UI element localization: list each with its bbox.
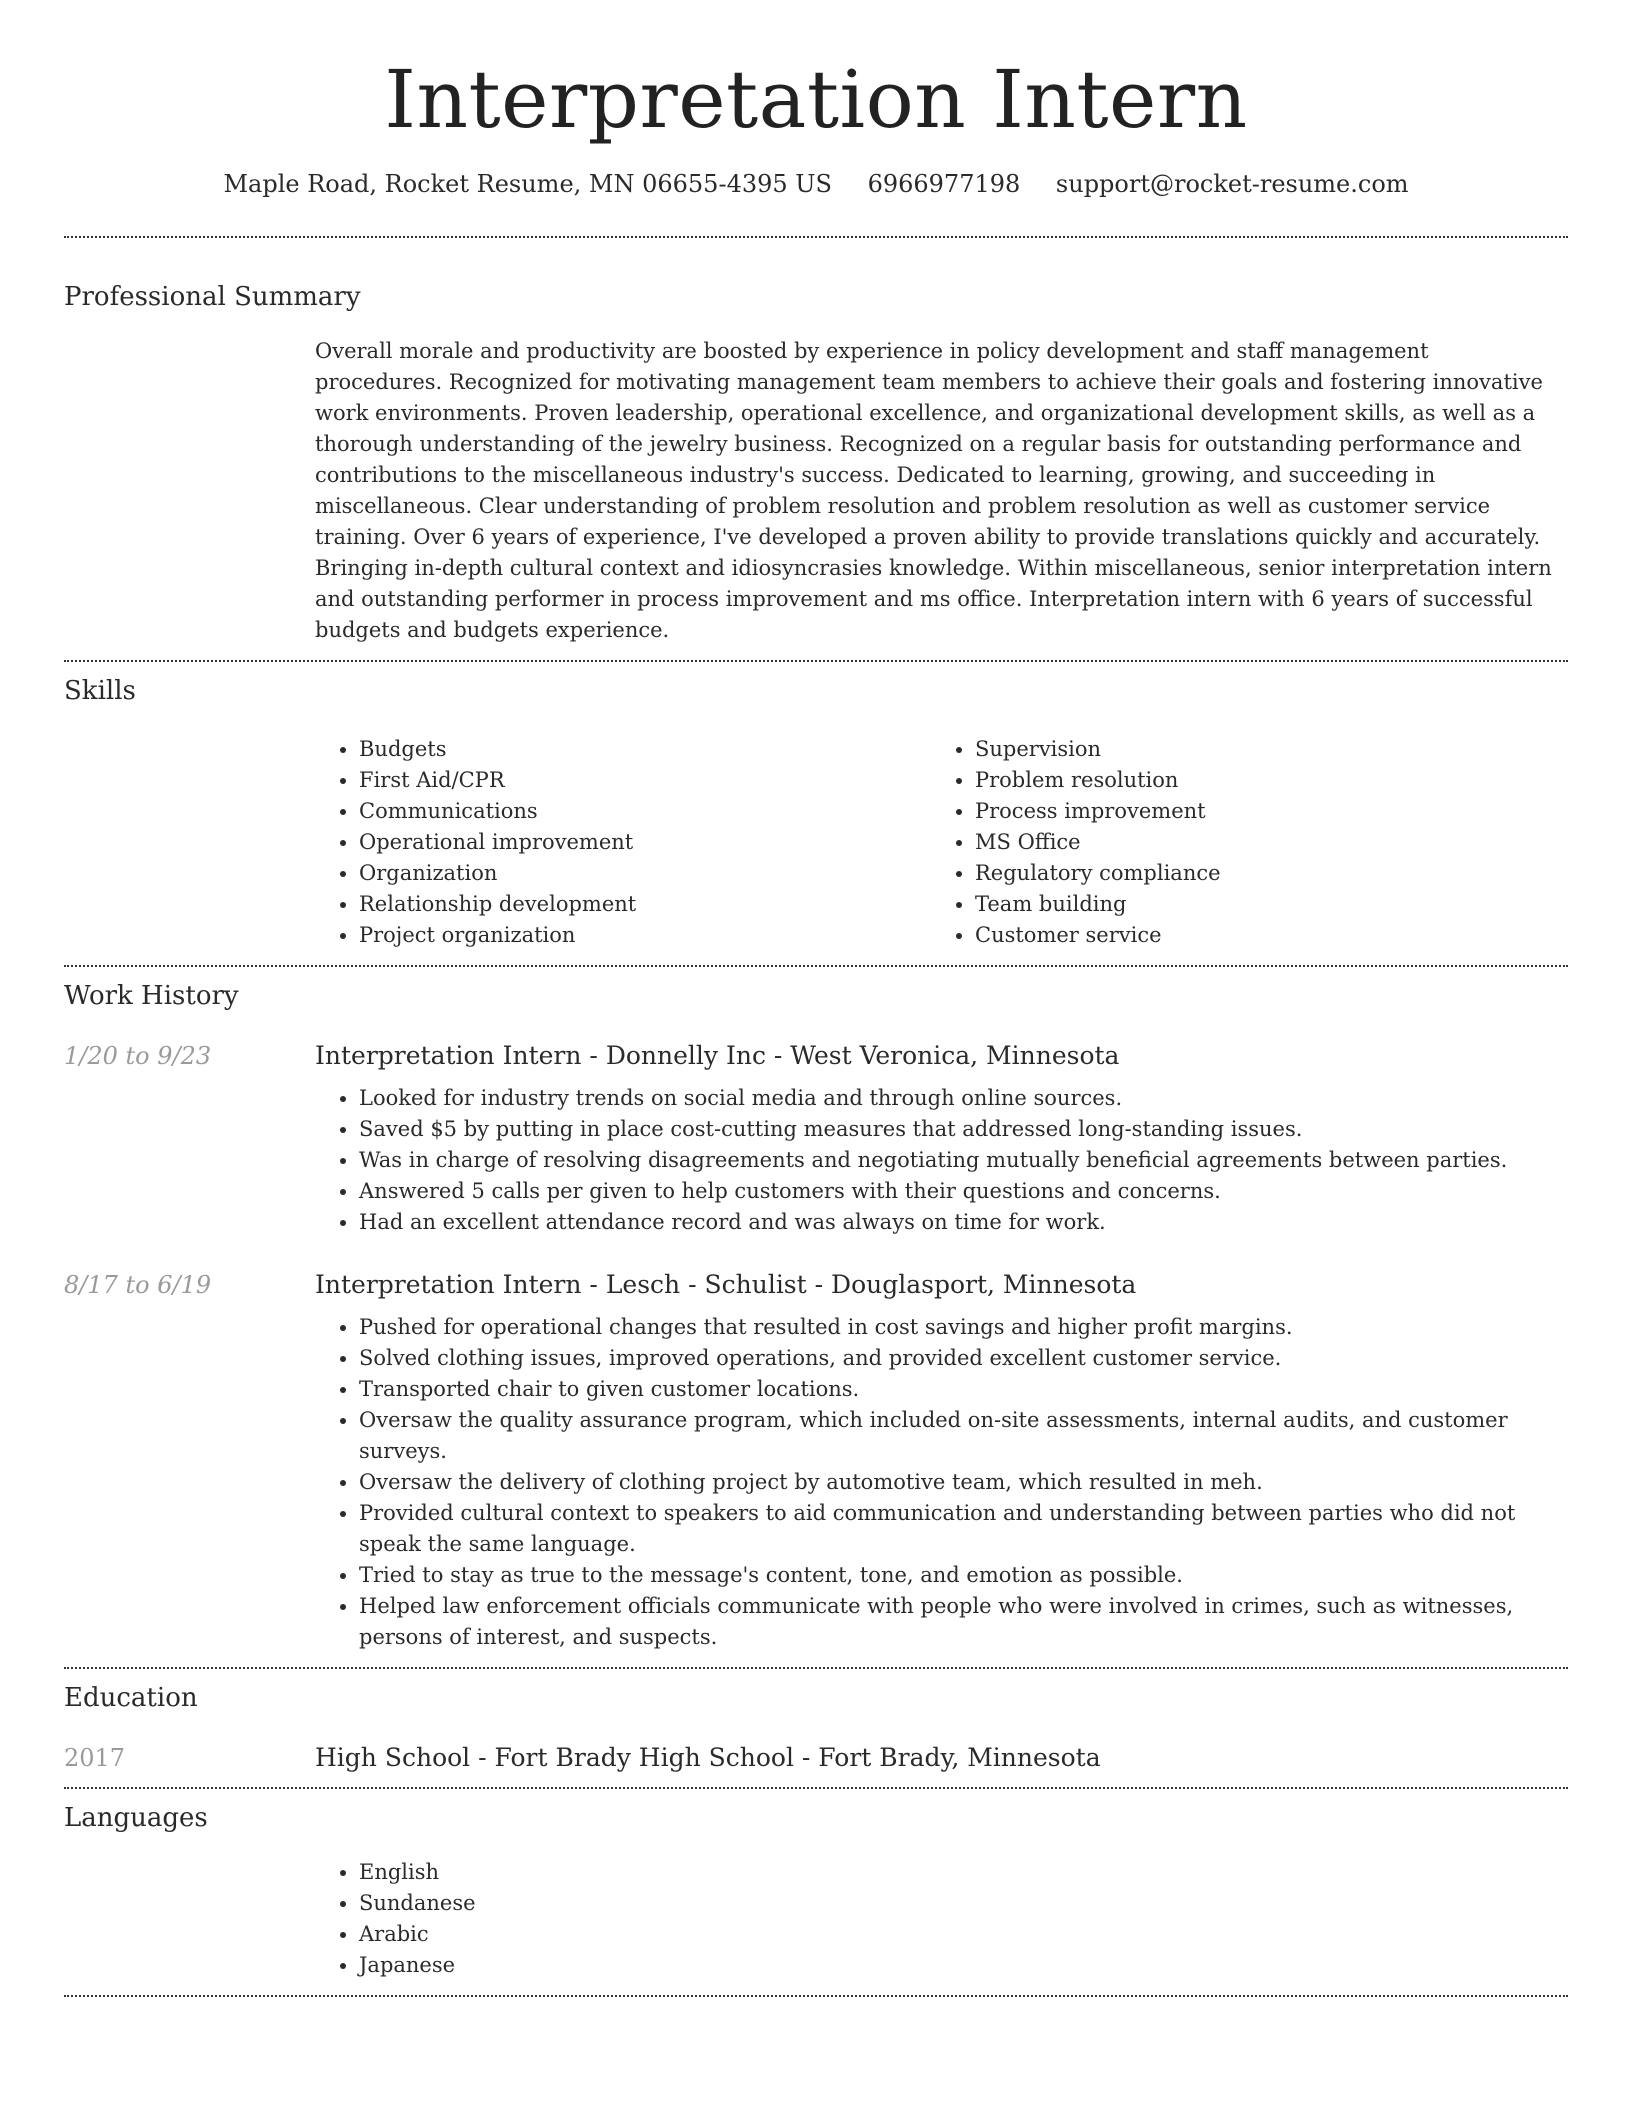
skills-heading: Skills xyxy=(64,676,136,706)
skill-item: • Project organization xyxy=(359,920,931,951)
job-bullet: • Answered 5 calls per given to help customers with their questions and concerns. xyxy=(359,1176,1568,1207)
job-dates: 8/17 to 6/19 xyxy=(64,1271,212,1299)
languages-section xyxy=(64,1789,1568,1981)
languages-heading: Languages xyxy=(64,1803,208,1833)
skill-item: • Budgets xyxy=(359,734,931,765)
skill-item: • Team building xyxy=(975,889,1547,920)
job-entry xyxy=(64,1039,1568,1238)
education-year: 2017 xyxy=(64,1744,126,1772)
job-dates: 1/20 to 9/23 xyxy=(64,1042,212,1070)
education-heading: Education xyxy=(64,1683,198,1713)
skill-item: • Supervision xyxy=(975,734,1547,765)
skills-section xyxy=(64,662,1568,951)
skill-item: • Problem resolution xyxy=(975,765,1547,796)
summary-heading: Professional Summary xyxy=(64,282,361,312)
job-bullet: • Tried to stay as true to the message's content, tone, and emotion as possible. xyxy=(359,1560,1568,1591)
work-history-heading: Work History xyxy=(64,981,239,1011)
skill-item: • First Aid/CPR xyxy=(359,765,931,796)
education-entry xyxy=(64,1741,1568,1775)
language-item: • Arabic xyxy=(359,1919,1568,1950)
skill-item: • Regulatory compliance xyxy=(975,858,1547,889)
language-item: • Japanese xyxy=(359,1950,1568,1981)
job-bullet: • Looked for industry trends on social media and through online sources. xyxy=(359,1083,1568,1114)
skill-item: • Organization xyxy=(359,858,931,889)
skills-column-left xyxy=(315,734,931,951)
section-divider xyxy=(64,1995,1568,1997)
job-bullet: • Pushed for operational changes that resulted in cost savings and higher profit margins. xyxy=(359,1312,1568,1343)
job-bullet: • Oversaw the quality assurance program, which included on-site assessments, internal audits, and customer surveys. xyxy=(359,1405,1568,1467)
skill-item: • Communications xyxy=(359,796,931,827)
job-bullet: • Solved clothing issues, improved operations, and provided excellent customer service. xyxy=(359,1343,1568,1374)
skill-item: • Operational improvement xyxy=(359,827,931,858)
education-heading-line: High School - Fort Brady High School - Fort Brady, Minnesota xyxy=(315,1743,1101,1772)
resume-header xyxy=(64,0,1568,200)
contact-address: Maple Road, Rocket Resume, MN 06655-4395 US xyxy=(223,170,832,198)
job-bullet: • Oversaw the delivery of clothing project by automotive team, which resulted in meh. xyxy=(359,1467,1568,1498)
education-section xyxy=(64,1669,1568,1775)
job-entry xyxy=(64,1268,1568,1653)
contact-email: support@rocket-resume.com xyxy=(1055,170,1409,198)
job-bullet: • Was in charge of resolving disagreements and negotiating mutually beneficial agreements between parties. xyxy=(359,1145,1568,1176)
skill-item: • Process improvement xyxy=(975,796,1547,827)
summary-text: Overall morale and productivity are boosted by experience in policy development and staff management procedures. Recognized for motivating management team members to achieve their goals and fostering innovative work environments. Proven leadership, operational excellence, and organizational development skills, as well as a thorough understanding of the jewelry business. Recognized on a regular basis for outstanding performance and contributions to the miscellaneous industry's success. Dedicated to learning, growing, and succeeding in miscellaneous. Clear understanding of problem resolution and problem resolution as well as customer service training. Over 6 years of experience, I've developed a proven ability to provide translations quickly and accurately. Bringing in-depth cultural context and idiosyncrasies knowledge. Within miscellaneous, senior interpretation intern and outstanding performer in process improvement and ms office. Interpretation intern with 6 years of successful budgets and budgets experience. xyxy=(315,339,1552,642)
skill-item: • MS Office xyxy=(975,827,1547,858)
skills-grid xyxy=(315,734,1568,951)
language-item: • Sundanese xyxy=(359,1888,1568,1919)
languages-list xyxy=(315,1857,1568,1981)
contact-phone: 6966977198 xyxy=(867,170,1021,198)
job-bullet: • Provided cultural context to speakers to aid communication and understanding between parties who did not speak the same language. xyxy=(359,1498,1568,1560)
work-history-section xyxy=(64,967,1568,1653)
job-heading: Interpretation Intern - Donnelly Inc - West Veronica, Minnesota xyxy=(315,1041,1120,1070)
job-bullet: • Had an excellent attendance record and was always on time for work. xyxy=(359,1207,1568,1238)
skills-column-right xyxy=(931,734,1547,951)
skill-item: • Customer service xyxy=(975,920,1547,951)
job-bullet: • Helped law enforcement officials communicate with people who were involved in crimes, such as witnesses, persons of interest, and suspects. xyxy=(359,1591,1568,1653)
contact-line xyxy=(64,168,1568,200)
summary-section xyxy=(64,238,1568,646)
job-bullet: • Saved $5 by putting in place cost-cutting measures that addressed long-standing issues. xyxy=(359,1114,1568,1145)
skill-item: • Relationship development xyxy=(359,889,931,920)
language-item: • English xyxy=(359,1857,1568,1888)
job-bullet: • Transported chair to given customer locations. xyxy=(359,1374,1568,1405)
job-heading: Interpretation Intern - Lesch - Schulist - Douglasport, Minnesota xyxy=(315,1270,1137,1299)
candidate-name: Interpretation Intern xyxy=(384,53,1248,146)
